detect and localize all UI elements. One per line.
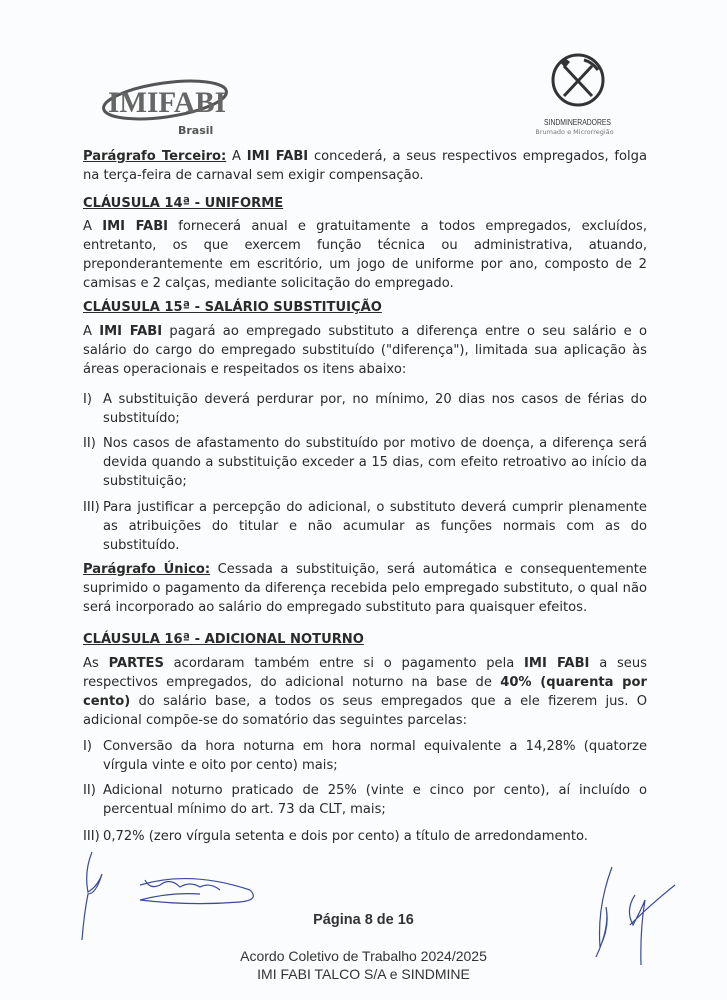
logo-title: SINDMINERADORES xyxy=(544,118,611,127)
clause-15-title: CLÁUSULA 15ª - SALÁRIO SUBSTITUIÇÃO xyxy=(83,300,382,315)
sindmineradores-logo xyxy=(530,52,625,142)
clause-15-item: III) Para justificar a percepção do adicional, o substituto deverá cumprir plenamente as atribuições do titular e não acumular as funções normais com as do substituído. xyxy=(83,500,647,553)
clause-16-item: I) Conversão da hora noturna em hora normal equivalente a 14,28% (quatorze vírgula vinte e oito por cento) mais; xyxy=(83,739,647,773)
clause-16-text: As PARTES acordaram também entre si o pagamento pela IMI FABI a seus respectivos empregados, do adicional noturno na base de 40% (quarenta por cento) do salário base, a todos os seus empregados que a ele fizerem jus. O adicional compõe-se do somatório das seguintes parcelas: xyxy=(83,656,647,728)
clause-15-item: II) Nos casos de afastamento do substituído por motivo de doença, a diferença será devida quando a substituição exceder a 15 dias, com efeito retroativo ao início da substituição; xyxy=(83,436,647,489)
paragrafo-terceiro: Parágrafo Terceiro: A IMI FABI concederá, a seus respectivos empregados, folga na terça-feira de carnaval sem exigir compensação. xyxy=(83,149,647,183)
paragrafo-unico: Parágrafo Único: Cessada a substituição, será automática e consequentemente suprimido o pagamento da diferença recebida pelo empregado substituto, o qual não será incorporado ao salário do empregado substituto para quaisquer efeitos. xyxy=(83,562,647,615)
pickaxe-shovel-icon xyxy=(550,52,606,108)
svg-text:IMIFABI: IMIFABI xyxy=(108,86,226,119)
page-number: Página 8 de 16 xyxy=(313,912,414,928)
clause-15-item: I) A substituição deverá perdurar por, no mínimo, 20 dias nos casos de férias do substituído; xyxy=(83,392,647,426)
footer-line-1: Acordo Coletivo de Trabalho 2024/2025 xyxy=(240,948,487,964)
clause-16-item: II) Adicional noturno praticado de 25% (vinte e cinco por cento), aí incluído o percentual mínimo do art. 73 da CLT, mais; xyxy=(83,783,647,817)
clause-16-item: III) 0,72% (zero vírgula setenta e dois por cento) a título de arredondamento. xyxy=(83,829,588,844)
logo-subtitle: Brumado e Microrregião xyxy=(535,128,614,136)
clause-14-text: A IMI FABI fornecerá anual e gratuitamente a todos empregados, excluídos, entretanto, os que exercem função técnica ou administrativa, atuando, preponderantemente em escritório, um jogo de uniforme por ano, composto de 2 camisas e 2 calças, mediante solicitação do empregado. xyxy=(83,219,647,291)
footer-line-2: IMI FABI TALCO S/A e SINDMINE xyxy=(257,966,470,982)
clause-15-text: A IMI FABI pagará ao empregado substituto a diferença entre o seu salário e o salário do cargo do empregado substituído ("diferença"), limitada sua aplicação às áreas operacionais e respeitados os itens abaixo: xyxy=(83,324,647,377)
imifabi-logo xyxy=(100,78,240,148)
document-body xyxy=(83,147,647,846)
logo-subtitle: Brasil xyxy=(178,124,214,137)
clause-14-title: CLÁUSULA 14ª - UNIFORME xyxy=(83,196,284,211)
clause-16-title: CLÁUSULA 16ª - ADICIONAL NOTURNO xyxy=(83,632,364,647)
